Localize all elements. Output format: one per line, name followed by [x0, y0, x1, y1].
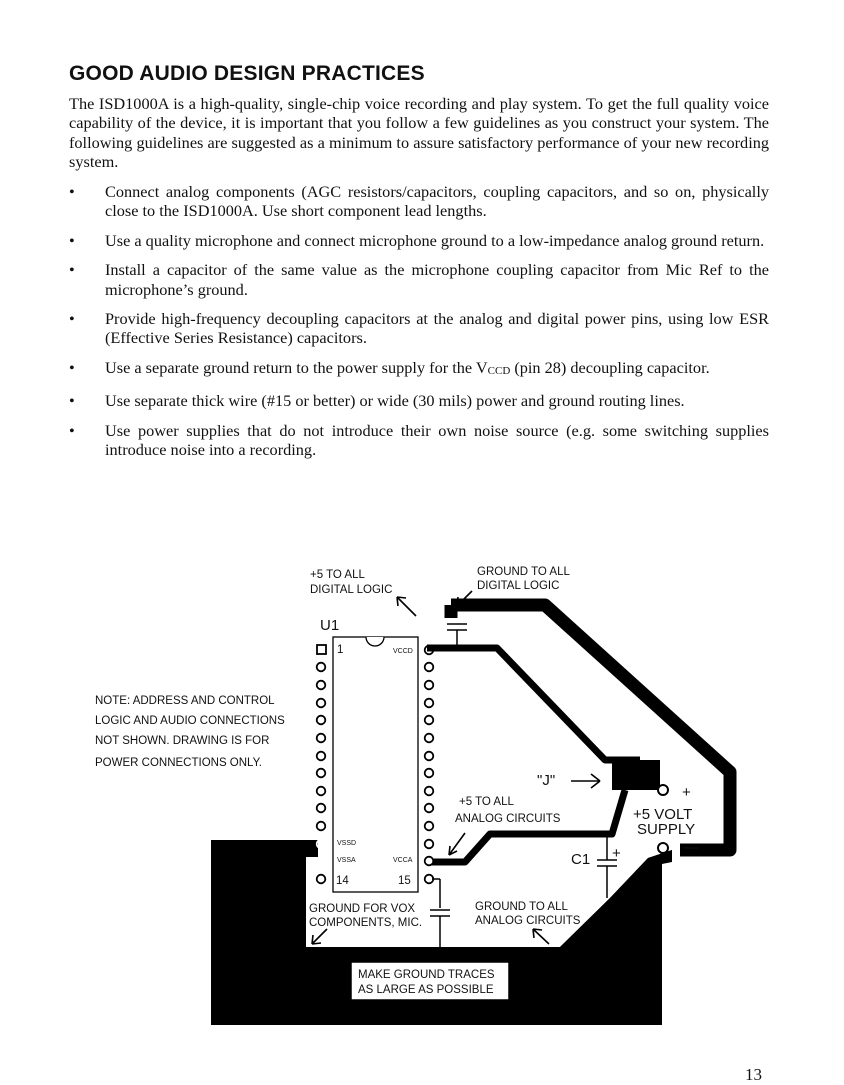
list-item-text: Connect analog components (AGC resistors/capacitors, coupling capacitors, and so on, physically close to the ISD1000A. Use short component lead lengths.	[105, 182, 769, 221]
supply-label-2: SUPPLY	[637, 821, 696, 838]
bullet-icon: •	[69, 391, 75, 411]
list-item-text: Use power supplies that do not introduce their own noise source (e.g. some switching supplies introduce noise into a recording.	[105, 420, 769, 460]
vssa-pin-label: VSSA	[337, 857, 356, 864]
section-title: GOOD AUDIO DESIGN PRACTICES	[69, 62, 425, 85]
vccd-subscript: CCD	[487, 364, 511, 377]
supply-minus-terminal	[658, 843, 668, 853]
list-item	[69, 421, 769, 460]
list-item-text: Use a quality microphone and connect microphone ground to a low-impedance analog ground return.	[105, 230, 765, 250]
ground-digital-label-1: GROUND TO ALL	[477, 566, 570, 578]
supply-label-1: +5 VOLT	[633, 806, 693, 823]
plus5-digital-label-1: +5 TO ALL	[310, 569, 365, 581]
list-item-text: Provide high-frequency decoupling capacitors at the analog and digital power pins, using low ESR (Effective Series Resistance) capacitors.	[105, 309, 769, 348]
pin-15-label: 15	[398, 875, 411, 887]
ground-analog-label-2: ANALOG CIRCUITS	[475, 915, 581, 927]
list-item	[69, 231, 769, 250]
bullet-icon: •	[69, 309, 75, 329]
right-pin-column	[425, 646, 434, 884]
j-jumper-pad	[612, 760, 660, 790]
vox-ground-label-2: COMPONENTS, MIC.	[309, 917, 423, 929]
c1-label: C1	[571, 851, 591, 868]
plus5-analog-label-2: ANALOG CIRCUITS	[455, 813, 561, 825]
pin-14-label: 14	[336, 875, 349, 887]
plus5-digital-label-2: DIGITAL LOGIC	[310, 584, 393, 596]
analog-ground-arrow	[533, 929, 549, 944]
ground-plane-right	[560, 850, 672, 1025]
supply-minus-sign: —	[683, 839, 698, 856]
note-block	[95, 695, 285, 769]
make-ground-label-2: AS LARGE AS POSSIBLE	[358, 984, 494, 996]
list-item	[69, 358, 769, 381]
ground-digital-label-2: DIGITAL LOGIC	[477, 580, 560, 592]
bullet-icon: •	[69, 260, 75, 280]
analog-power-arrow	[449, 833, 465, 855]
note-line-3: NOT SHOWN. DRAWING IS FOR	[95, 735, 270, 747]
vox-ground-arrow	[312, 929, 327, 944]
guidelines-list	[69, 182, 769, 469]
vox-ground-label-1: GROUND FOR VOX	[309, 903, 416, 915]
bullet-icon: •	[69, 182, 75, 201]
list-item	[69, 391, 769, 410]
note-line-4: POWER CONNECTIONS ONLY.	[95, 757, 262, 769]
bullet-icon: •	[69, 230, 75, 250]
c1-plus-sign: +	[612, 845, 621, 862]
list-item-text: Use a separate ground return to the power supply for the VCCD (pin 28) decoupling capacitor.	[105, 357, 710, 377]
bullet-icon: •	[69, 357, 75, 377]
supply-plus-terminal	[658, 785, 668, 795]
supply-plus-sign: +	[682, 784, 691, 801]
list-item-text: Install a capacitor of the same value as the microphone coupling capacitor from Mic Ref to the microphone’s ground.	[105, 260, 769, 299]
chip-label: U1	[320, 617, 340, 634]
page-number: 13	[745, 1065, 762, 1084]
intro-paragraph: The ISD1000A is a high-quality, single-chip voice recording and play system. To get the full quality voice capability of the device, it is important that you follow a few guidelines as you construct your system. The following guidelines are suggested as a minimum to assure satisfactory performance of your new recording system.	[69, 94, 769, 172]
list-item	[69, 182, 769, 221]
vssd-pin-label: VSSD	[337, 840, 357, 847]
list-item	[69, 309, 769, 348]
plus5-analog-label-1: +5 TO ALL	[459, 796, 514, 808]
pin-1-label: 1	[337, 644, 344, 656]
vcca-pin-label: VCCA	[393, 857, 413, 864]
j-label: "J"	[537, 772, 556, 789]
pin-1-pad	[317, 645, 326, 654]
make-ground-label-1: MAKE GROUND TRACES	[358, 969, 495, 981]
j-arrow	[571, 774, 600, 788]
note-line-2: LOGIC AND AUDIO CONNECTIONS	[95, 715, 285, 727]
list-item-text: Use separate thick wire (#15 or better) or wide (30 mils) power and ground routing lines.	[105, 391, 685, 411]
ground-analog-label-1: GROUND TO ALL	[475, 901, 568, 913]
digital-power-arrow	[397, 597, 416, 616]
note-line-1: NOTE: ADDRESS AND CONTROL	[95, 695, 275, 707]
list-item	[69, 260, 769, 299]
bullet-icon: •	[69, 420, 75, 440]
power-wiring-diagram	[0, 540, 844, 1040]
chip-body	[333, 637, 418, 892]
left-pin-column	[317, 645, 326, 883]
vccd-pin-label: VCCD	[393, 648, 413, 655]
